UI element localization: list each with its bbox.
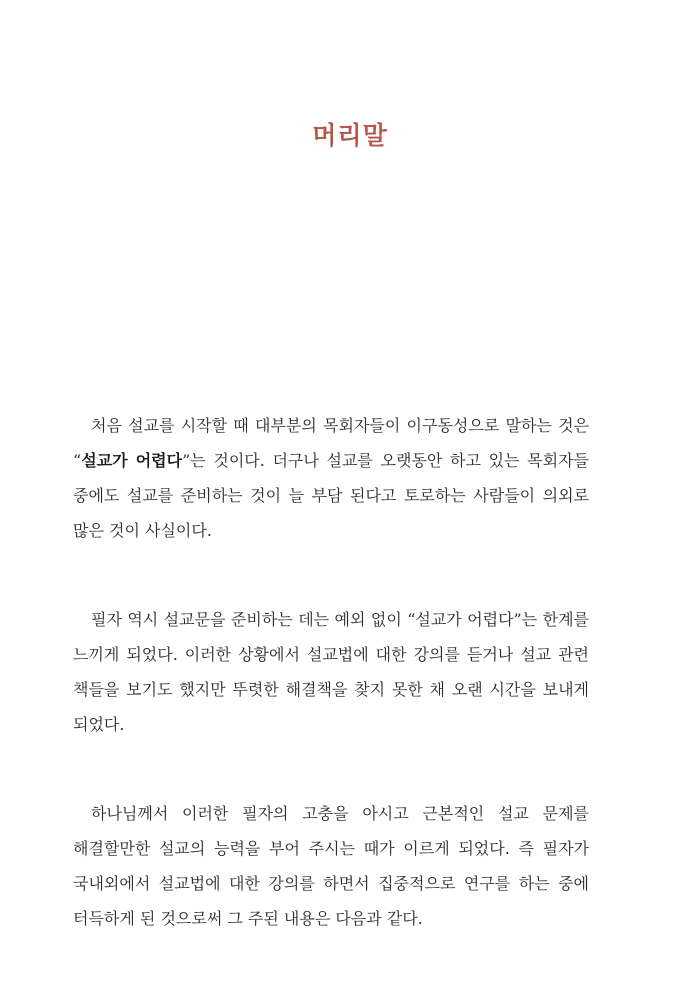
paragraph-1-before: 처음 설교를 시작할 때 대부분의 목회자들이 이구동성으로 말하는 것은 “	[73, 416, 589, 470]
paragraph-3: 하나님께서 이러한 필자의 고충을 아시고 근본적인 설교 문제를 해결할만한 설교의 능력을 부어 주시는 때가 이르게 되었다. 즉 필자가 국내외에서 설교법에 대한 강의를 하면서 집중적으로 연구를 하는 중에 터득하게 된 것으로써 그 주된 내용은 다음과 같다.	[73, 804, 589, 928]
paragraph-1-after: ”는 것이다. 더구나 설교를 오랫동안 하고 있는 목회자들 중에도 설교를 준비하는 것이 늘 부담 된다고 토로하는 사람들이 의외로 많은 것이 사실이다.	[73, 451, 589, 540]
body-text	[73, 408, 589, 936]
paragraph-1	[73, 408, 589, 548]
page-title: 머리말	[312, 121, 388, 150]
paragraph-2: 필자 역시 설교문을 준비하는 데는 예외 없이 “설교가 어렵다”는 한계를 느끼게 되었다. 이러한 상황에서 설교법에 대한 강의를 듣거나 설교 관련 책들을 보기도 했지만 뚜렷한 해결책을 찾지 못한 채 오랜 시간을 보내게 되었다.	[73, 610, 589, 734]
emphasis-phrase: 설교가 어렵다	[81, 451, 183, 470]
